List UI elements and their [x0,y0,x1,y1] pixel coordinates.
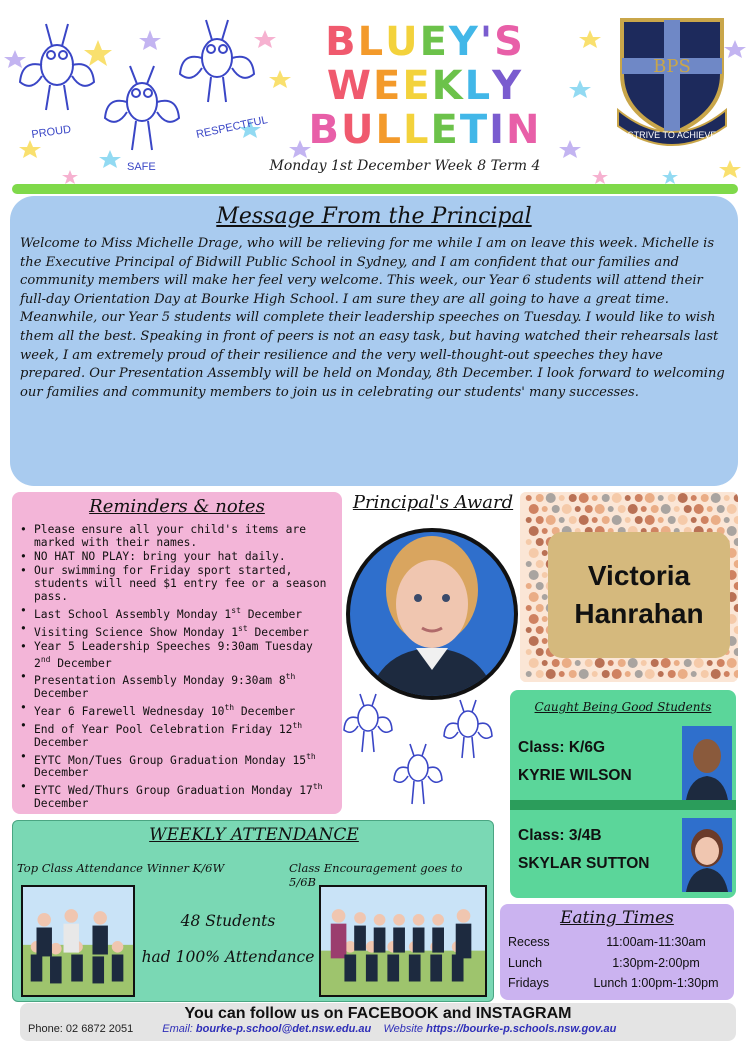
header-divider [12,184,738,194]
award-winner-last-name: Hanrahan [574,598,704,629]
student-photo [682,818,732,892]
title-letter: K [431,63,465,109]
bulletin-header [0,0,750,200]
principal-message-heading: Message From the Principal [216,204,532,229]
eating-label: Fridays [508,976,549,990]
student-photo [682,726,732,800]
cbg-student-1 [518,712,732,802]
title-letter: S [494,19,525,65]
principal-message-body: Welcome to Miss Michelle Drage, who will be relieving for me while I am on leave this week. Michelle is the Executive Principal of Bidwill Public School in Sydney, and I am confident that our families and community members will make her feel very welcome. This week, our Year 6 students will attend their full-day Orientation Day at Bourke High School. I am sure they are all going to have a great time. Meanwhile, our Year 5 students will complete their leadership speeches on Tuesday. I would like to wish them all the best. Speaking in front of peers is not an easy task, but having watched their rehearsals last week, I am extremely proud of their resilience and the very well-thought-out speeches they have prepared. Our Presentation Assembly will be held on Monday, 8th December. I look forward to welcoming our families and community members to join us in celebrating our students' many successes. [20,236,725,400]
title-letter: U [341,107,376,153]
principals-award-heading: Principal's Award [352,492,514,513]
title-letter: L [357,19,386,65]
title-letter: E [430,107,460,153]
social-follow-text: You can follow us on FACEBOOK and INSTAGRAM [184,1005,572,1022]
title-letter: L [375,107,403,153]
award-winner-card [548,532,730,658]
reminder-item: • End of Year Pool Celebration Friday 12th December [20,719,334,749]
reminder-item: • Year 5 Leadership Speeches 9:30am Tuesday 2nd December [20,640,334,670]
principal-message-panel [10,196,738,486]
phone-number: Phone: 02 6872 2051 [28,1023,134,1035]
title-letter: B [308,107,341,153]
lobster-mascots-small [340,688,500,812]
school-crest-icon [612,14,732,154]
title-letter: E [419,19,449,65]
title-letter: I [489,107,506,153]
email-link[interactable]: bourke-p.school@det.nsw.edu.au [195,1023,372,1035]
title-letter: E [402,63,432,109]
reminder-item: • Please ensure all your child's items are marked with their names. [20,523,334,549]
title-letter: N [506,107,542,153]
issue-date: Monday 1st December Week 8 Term 4 [269,158,541,174]
title-letter: B [325,19,358,65]
reminder-item: • Year 6 Farewell Wednesday 10th December [20,701,334,718]
reminder-item: • Presentation Assembly Monday 9:30am 8th December [20,670,334,700]
top-class-label: Top Class Attendance Winner K/6W [17,861,225,875]
title-letter: L [464,63,493,109]
eating-times-heading: Eating Times [560,908,674,928]
eating-row-lunch [508,953,726,974]
reminder-item: • Last School Assembly Monday 1st December [20,604,334,621]
reminder-item: • EYTC Wed/Thurs Group Graduation Monday 17th December [20,780,334,810]
eating-time: 1:30pm-2:00pm [612,956,700,970]
eating-label: Recess [508,935,550,949]
crest-monogram: BPS [653,56,691,77]
cbg-student-1-name: KYRIE WILSON [518,767,632,784]
cbg-student-2 [518,800,732,890]
crest-motto: STRIVE TO ACHIEVE [627,130,717,140]
title-letter: U [385,19,420,65]
attendance-stat-desc: had 100% Attendance [141,948,315,966]
award-winner-first-name: Victoria [587,560,691,591]
eating-time: 11:00am-11:30am [606,935,706,949]
lobster-mascots [12,10,272,180]
title-letter: Y [492,63,524,109]
website-label: Website [383,1023,424,1035]
weekly-attendance-panel [12,820,494,1002]
reminders-heading: Reminders & notes [89,496,265,517]
contact-details [28,1023,736,1035]
value-safe: SAFE [127,161,156,173]
reminders-panel [12,492,342,814]
contact-footer [20,1003,736,1041]
reminders-list [20,523,334,810]
encouragement-class-photo [319,885,487,997]
eating-label: Lunch [508,956,543,970]
title-letter: ' [479,19,495,65]
eating-time: Lunch 1:00pm-1:30pm [593,976,719,990]
award-winner-photo [346,520,518,708]
title-letter: W [326,63,373,109]
eating-times-panel [500,904,734,1000]
reminder-item: • Our swimming for Friday sport started, students will need $1 entry fee or a season pass. [20,564,334,603]
title-letter: L [402,107,431,153]
eating-row-fridays [508,974,726,992]
encouragement-label: Class Encouragement goes to 5/6B [289,861,463,889]
email-label: Email: [162,1023,193,1035]
attendance-heading: WEEKLY ATTENDANCE [149,825,359,845]
value-proud: PROUD [30,123,72,141]
title-letter: T [459,107,490,153]
cbg-student-2-class: Class: 3/4B [518,827,602,844]
title-letter: E [373,63,403,109]
reminder-item: • EYTC Mon/Tues Group Graduation Monday 15th December [20,750,334,780]
eating-row-recess [508,932,726,953]
caught-being-good-panel [510,690,736,898]
reminder-item: • Visiting Science Show Monday 1st December [20,622,334,639]
website-link[interactable]: https://bourke-p.schools.nsw.gov.au [426,1023,617,1035]
title-letter: Y [448,19,480,65]
attendance-stat [139,903,317,975]
top-class-photo [21,885,135,997]
caught-being-good-heading: Caught Being Good Students [534,700,712,714]
value-respectful: RESPECTFUL [195,114,269,141]
cbg-student-1-class: Class: K/6G [518,739,606,756]
attendance-stat-count: 48 Students [180,912,276,930]
reminder-item: • NO HAT NO PLAY: bring your hat daily. [20,550,334,563]
cbg-student-2-name: SKYLAR SUTTON [518,855,650,872]
